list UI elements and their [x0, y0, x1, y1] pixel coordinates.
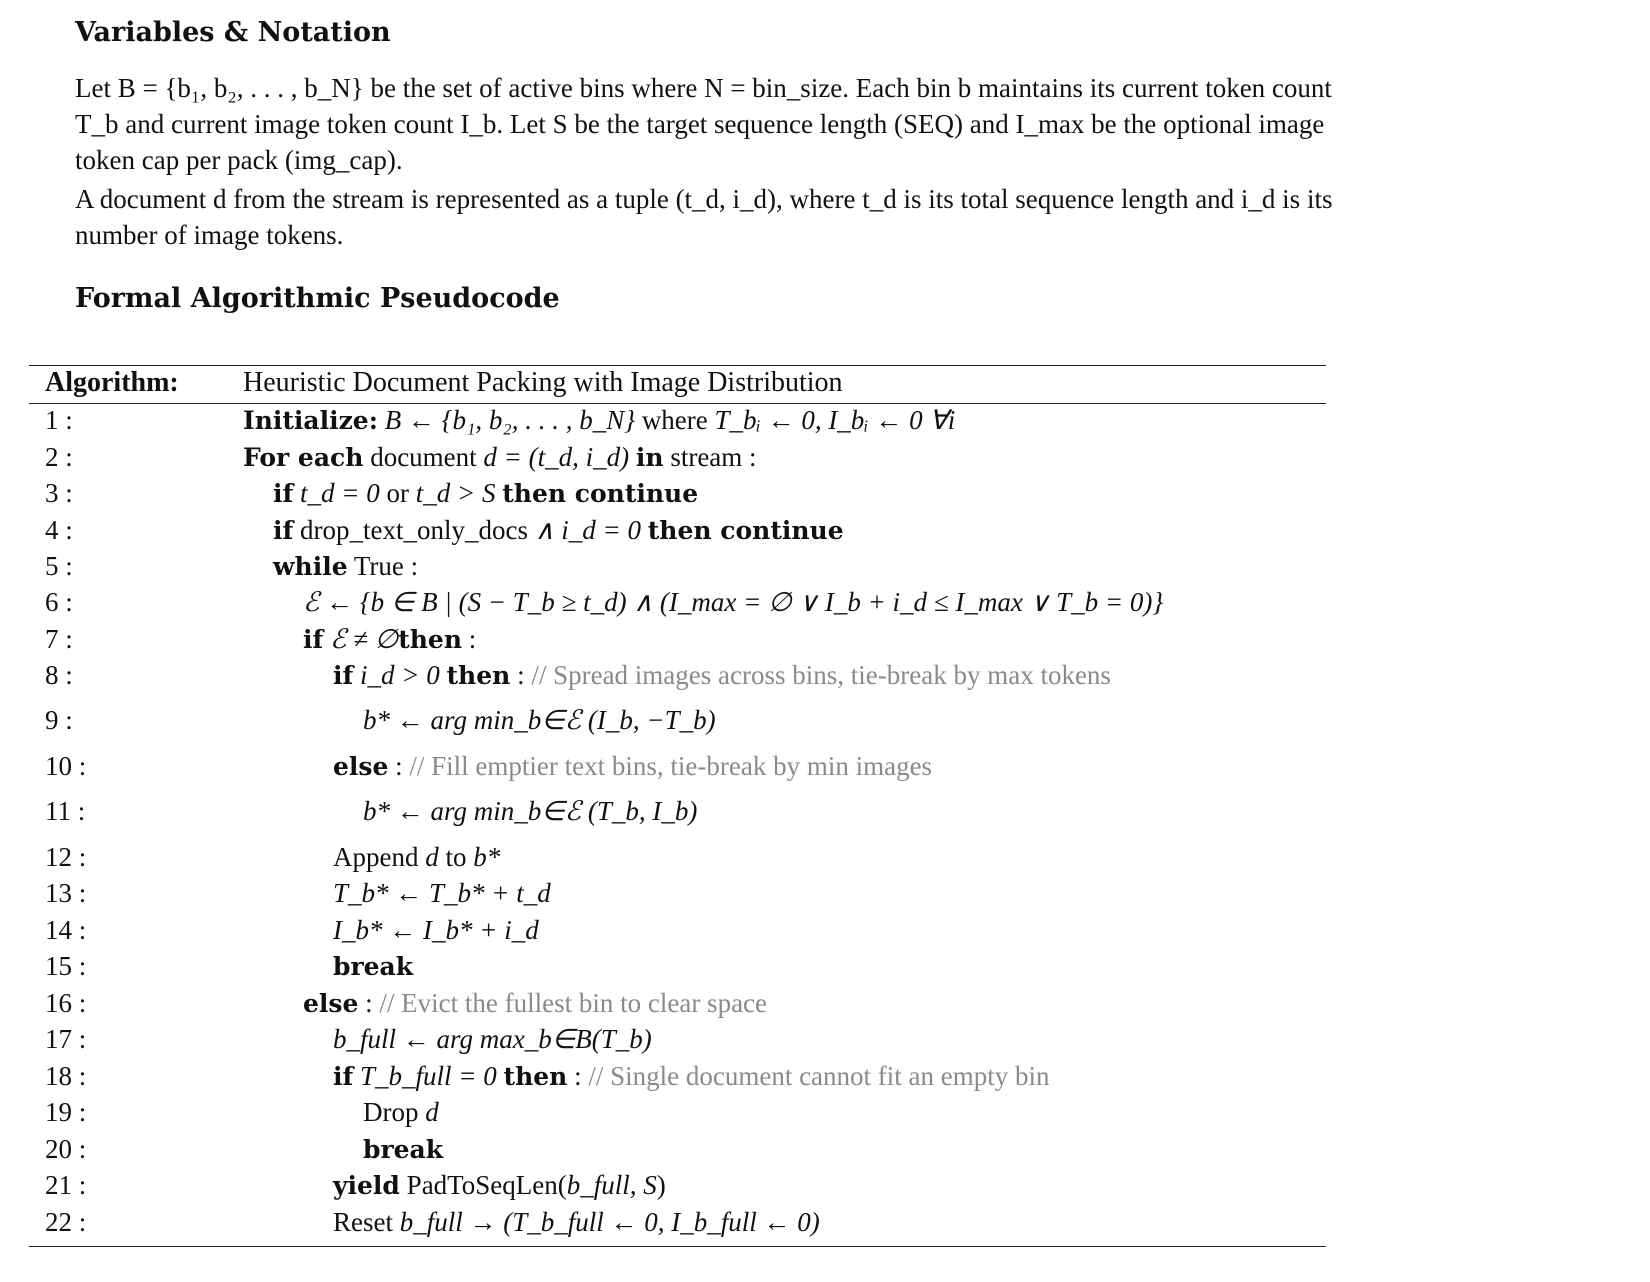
code-keyword: then continue [647, 516, 844, 545]
paragraph-line: T_b and current image token count I_b. Let S be the target sequence length (SEQ) and I_max be the optional image [75, 109, 1325, 139]
code-text: Reset [333, 1207, 400, 1237]
code-text: PadToSeqLen( [399, 1170, 567, 1200]
code-text: T_b_full = 0 [353, 1061, 504, 1091]
code-keyword: if [273, 479, 294, 508]
code-text: b* ← arg min_b∈ℰ (T_b, I_b) [363, 796, 698, 826]
code-text: d [425, 1097, 439, 1127]
line-code [363, 1131, 443, 1168]
algorithm-header [29, 365, 1326, 401]
line-number: 14 : [45, 915, 87, 945]
code-comment: // Fill emptier text bins, tie-break by min images [409, 751, 933, 781]
algorithm-line [29, 1021, 1326, 1057]
line-code [333, 839, 500, 875]
code-text: I_b* ← I_b* + i_d [333, 915, 539, 945]
code-comment: // Spread images across bins, tie-break by max tokens [531, 660, 1111, 690]
code-text: ℰ ≠ ∅ [323, 624, 399, 654]
code-text: ) [656, 1170, 666, 1200]
line-number: 19 : [45, 1097, 87, 1127]
code-text: b* ← arg min_b∈ℰ (I_b, −T_b) [363, 705, 716, 735]
line-number: 16 : [45, 988, 87, 1018]
paragraph-line: Let B = {b₁, b₂, . . . , b_N} be the set of active bins where N = bin_size. Each bin b maintains its current token count [75, 73, 1332, 103]
section-title-variables: Variables & Notation [75, 17, 391, 48]
code-keyword: then [446, 661, 511, 690]
line-number: 13 : [45, 878, 87, 908]
code-comment: // Single document cannot fit an empty bin [588, 1061, 1050, 1091]
algorithm-line [29, 748, 1326, 784]
line-code [333, 657, 1111, 694]
line-number: 17 : [45, 1024, 87, 1054]
code-text: : [510, 660, 532, 690]
algorithm-line [29, 439, 1326, 475]
line-code [333, 1058, 1050, 1095]
code-text: b_full → (T_b_full ← 0, I_b_full ← 0) [399, 1207, 820, 1237]
code-text: : [567, 1061, 589, 1091]
line-number: 5 : [45, 551, 73, 581]
algorithm-line [29, 512, 1326, 548]
line-code [303, 621, 476, 658]
code-keyword: Initialize: [243, 406, 378, 435]
algorithm-line [29, 657, 1326, 693]
code-keyword: if [273, 516, 294, 545]
algorithm-line [29, 875, 1326, 911]
code-keyword: else [333, 752, 389, 781]
line-code [333, 748, 932, 785]
line-number: 11 : [45, 796, 86, 826]
line-number: 10 : [45, 751, 87, 781]
code-text: b_full, S [566, 1170, 657, 1200]
algorithm-line [29, 948, 1326, 984]
line-number: 12 : [45, 842, 87, 872]
algorithm-line [29, 1094, 1326, 1130]
section-title-pseudocode: Formal Algorithmic Pseudocode [75, 283, 560, 314]
line-code [243, 439, 757, 476]
algorithm-line [29, 1131, 1326, 1167]
paragraph-line: A document d from the stream is represented as a tuple (t_d, i_d), where t_d is its total sequence length and i_d is its [75, 184, 1333, 214]
line-number: 21 : [45, 1170, 87, 1200]
algorithm-line [29, 1058, 1326, 1094]
code-text: stream : [663, 442, 757, 472]
algorithm-line [29, 839, 1326, 875]
algorithm-label: Algorithm: [45, 367, 179, 398]
line-number: 8 : [45, 660, 73, 690]
code-text: : [462, 624, 477, 654]
code-text: to [438, 842, 474, 872]
line-number: 18 : [45, 1061, 87, 1091]
algorithm-line [29, 793, 1326, 829]
code-keyword: then [398, 625, 463, 654]
algorithm-line [29, 912, 1326, 948]
line-code [273, 475, 698, 512]
code-text: Drop [363, 1097, 426, 1127]
algorithm-line [29, 621, 1326, 657]
line-code [303, 985, 767, 1022]
line-code [333, 1167, 666, 1204]
code-keyword: yield [333, 1171, 400, 1200]
algorithm-line [29, 548, 1326, 584]
paragraph-line: number of image tokens. [75, 220, 344, 250]
code-text: : [358, 988, 380, 1018]
line-code [363, 793, 697, 829]
line-number: 20 : [45, 1134, 87, 1164]
line-code [273, 548, 418, 585]
code-text: T_b* ← T_b* + t_d [333, 878, 551, 908]
line-number: 7 : [45, 624, 73, 654]
code-keyword: if [333, 661, 354, 690]
line-code [333, 1021, 652, 1057]
code-text: drop_text_only_docs [293, 515, 535, 545]
code-text: True : [347, 551, 419, 581]
line-number: 6 : [45, 587, 73, 617]
code-text: or [386, 478, 416, 508]
line-code [243, 402, 955, 439]
code-text: Append [333, 842, 426, 872]
code-keyword: break [363, 1135, 444, 1164]
algorithm-line [29, 1204, 1326, 1240]
algorithm-line [29, 702, 1326, 738]
algorithm-line [29, 402, 1326, 438]
line-code [303, 584, 1163, 620]
code-text: i_d > 0 [353, 660, 447, 690]
line-code [333, 912, 539, 948]
line-code [273, 512, 844, 549]
line-number: 2 : [45, 442, 73, 472]
line-number: 15 : [45, 951, 87, 981]
code-text: d [425, 842, 439, 872]
algorithm-name: Heuristic Document Packing with Image Distribution [243, 367, 843, 398]
code-text: b_full ← arg max_b∈B(T_b) [333, 1024, 652, 1054]
line-code [363, 1094, 439, 1130]
code-text: d = (t_d, i_d) [483, 442, 636, 472]
algorithm-line [29, 475, 1326, 511]
line-code [333, 1204, 820, 1240]
code-text: document [363, 442, 484, 472]
line-number: 4 : [45, 515, 73, 545]
code-keyword: if [303, 625, 324, 654]
code-text: B ← {b₁, b₂, . . . , b_N} [377, 405, 642, 435]
code-keyword: else [303, 989, 359, 1018]
line-code [333, 948, 413, 985]
line-number: 22 : [45, 1207, 87, 1237]
code-text: ∧ i_d = 0 [534, 515, 648, 545]
code-text: t_d = 0 [293, 478, 387, 508]
algorithm-line [29, 1167, 1326, 1203]
code-text: where [641, 405, 715, 435]
code-comment: // Evict the fullest bin to clear space [379, 988, 768, 1018]
code-keyword: then continue [502, 479, 699, 508]
code-text: b* [473, 842, 501, 872]
line-code [363, 702, 716, 738]
algorithm-line [29, 584, 1326, 620]
code-text: t_d > S [415, 478, 503, 508]
code-keyword: then [503, 1062, 568, 1091]
code-text: T_bᵢ ← 0, I_bᵢ ← 0 ∀i [714, 405, 956, 435]
paragraph-line: token cap per pack (img_cap). [75, 145, 403, 175]
code-text: ℰ ← {b ∈ B | (S − T_b ≥ t_d) ∧ (I_max = ∅ ∨ I_b + i_d ≤ I_max ∨ T_b = 0)} [303, 587, 1164, 617]
code-keyword: For each [243, 443, 364, 472]
code-keyword: while [273, 552, 348, 581]
line-code [333, 875, 551, 911]
algorithm-line [29, 985, 1326, 1021]
algorithm-bottom-rule [29, 1246, 1326, 1247]
line-number: 9 : [45, 705, 73, 735]
line-number: 3 : [45, 478, 73, 508]
line-number: 1 : [45, 405, 73, 435]
code-text: : [388, 751, 410, 781]
code-keyword: if [333, 1062, 354, 1091]
code-keyword: in [635, 443, 664, 472]
code-keyword: break [333, 952, 414, 981]
